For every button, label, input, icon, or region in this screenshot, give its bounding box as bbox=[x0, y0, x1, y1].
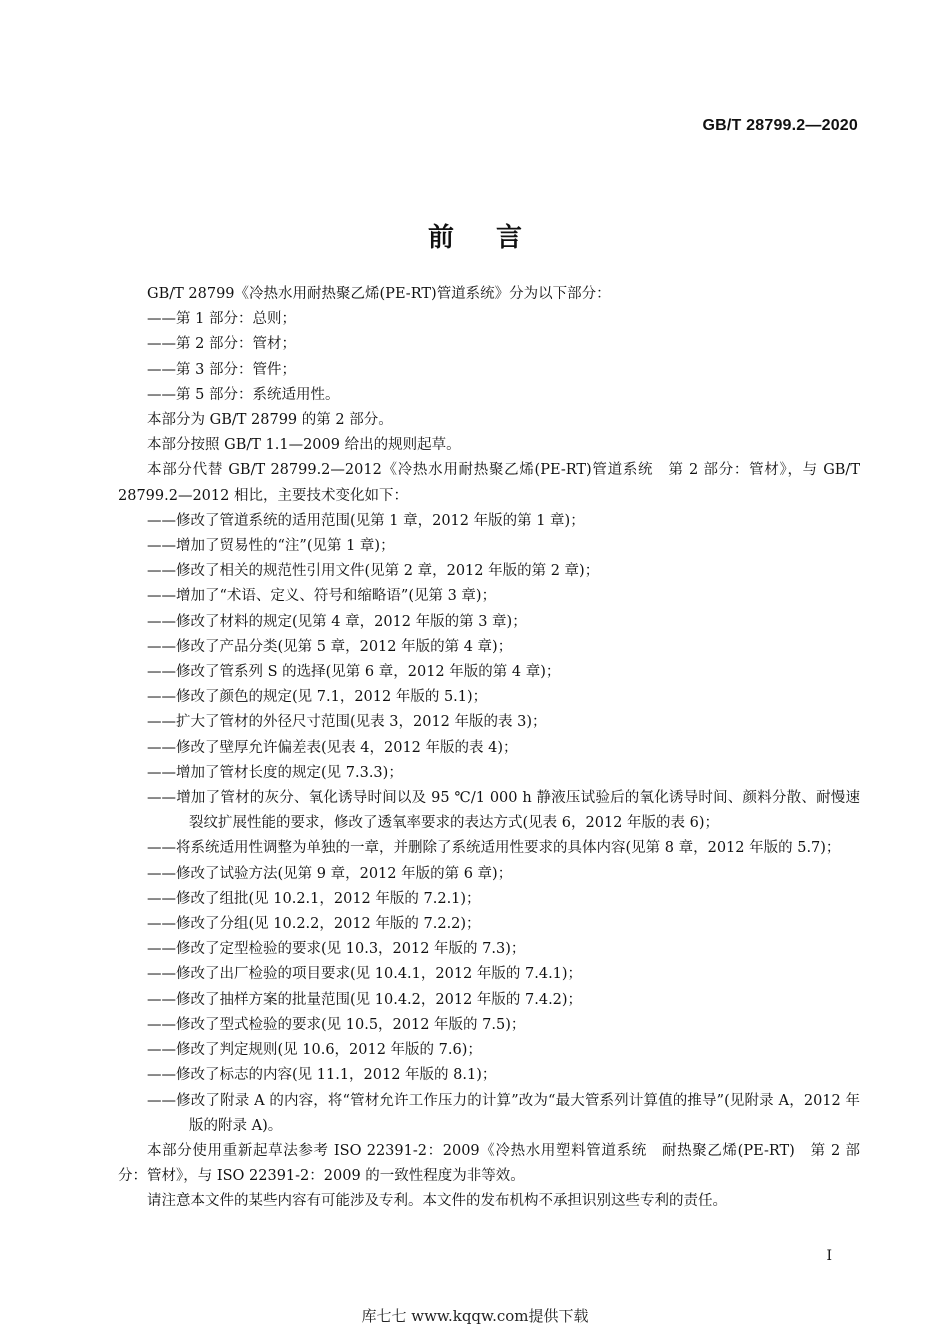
change-item: ——修改了管系列 S 的选择(见第 6 章，2012 年版的第 4 章)； bbox=[147, 664, 561, 681]
change-item: ——增加了管材的灰分、氧化诱导时间以及 95 ℃/1 000 h 静液压试验后的氧化诱导时间、颜料分散、耐慢速裂纹扩展性能的要求，修改了透氧率要求的表达方式(见表 6，2012 年版的表 6)； bbox=[147, 790, 860, 832]
rules-paragraph: 本部分按照 GB/T 1.1—2009 给出的规则起草。 bbox=[147, 437, 461, 454]
change-item: ——增加了“术语、定义、符号和缩略语”(见第 3 章)； bbox=[147, 588, 497, 605]
part-item: ——第 2 部分：管材； bbox=[147, 336, 296, 353]
page-number: I bbox=[826, 1248, 832, 1264]
change-item: ——修改了组批(见 10.2.1，2012 年版的 7.2.1)； bbox=[147, 890, 481, 907]
change-item: ——修改了试验方法(见第 9 章，2012 年版的第 6 章)； bbox=[147, 865, 513, 882]
page-title: 前言 bbox=[427, 223, 564, 254]
iso-paragraph: 本部分使用重新起草法参考 ISO 22391-2：2009《冷热水用塑料管道系统 耐热聚乙烯(PE-RT) 第 2 部分：管材》，与 ISO 22391-2：2009 的一致性程度为非等效。 bbox=[118, 1142, 860, 1185]
change-item: ——修改了产品分类(见第 5 章，2012 年版的第 4 章)； bbox=[147, 638, 513, 655]
changes-list bbox=[118, 509, 860, 1139]
change-item: ——修改了材料的规定(见第 4 章，2012 年版的第 3 章)； bbox=[147, 613, 527, 630]
change-item: ——修改了相关的规范性引用文件(见第 2 章，2012 年版的第 2 章)； bbox=[147, 563, 600, 580]
part-item: ——第 3 部分：管件； bbox=[147, 361, 296, 378]
change-item: ——修改了抽样方案的批量范围(见 10.4.2，2012 年版的 7.4.2)； bbox=[147, 991, 583, 1008]
this-part-paragraph: 本部分为 GB/T 28799 的第 2 部分。 bbox=[147, 412, 393, 429]
standard-number: GB/T 28799.2—2020 bbox=[702, 117, 858, 134]
change-item: ——修改了附录 A 的内容，将“管材允许工作压力的计算”改为“最大管系列计算值的推导”(见附录 A，2012 年版的附录 A)。 bbox=[147, 1092, 860, 1134]
change-item: ——增加了贸易性的“注”(见第 1 章)； bbox=[147, 538, 395, 555]
intro-paragraph: GB/T 28799《冷热水用耐热聚乙烯(PE-RT)管道系统》分为以下部分： bbox=[147, 286, 611, 302]
change-item: ——修改了判定规则(见 10.6，2012 年版的 7.6)； bbox=[147, 1042, 482, 1059]
change-item: ——增加了管材长度的规定(见 7.3.3)； bbox=[147, 764, 403, 781]
part-item: ——第 1 部分：总则； bbox=[147, 311, 296, 328]
change-item: ——修改了管道系统的适用范围(见第 1 章，2012 年版的第 1 章)； bbox=[147, 512, 585, 529]
change-item: ——修改了出厂检验的项目要求(见 10.4.1，2012 年版的 7.4.1)； bbox=[147, 966, 583, 983]
patent-paragraph: 请注意本文件的某些内容有可能涉及专利。本文件的发布机构不承担识别这些专利的责任。 bbox=[147, 1193, 727, 1210]
replace-paragraph: 本部分代替 GB/T 28799.2—2012《冷热水用耐热聚乙烯(PE-RT)管道系统 第 2 部分：管材》，与 GB/T 28799.2—2012 相比，主要技术变化如下： bbox=[118, 462, 860, 504]
change-item: ——修改了定型检验的要求(见 10.3，2012 年版的 7.3)； bbox=[147, 941, 526, 958]
change-item: ——修改了分组(见 10.2.2，2012 年版的 7.2.2)； bbox=[147, 916, 481, 933]
download-footer: 库七七 www.kqqw.com提供下载 bbox=[361, 1307, 589, 1325]
change-item: ——修改了颜色的规定(见 7.1，2012 年版的 5.1)； bbox=[147, 689, 488, 706]
change-item: ——修改了壁厚允许偏差表(见表 4，2012 年版的表 4)； bbox=[147, 739, 518, 756]
change-item: ——修改了型式检验的要求(见 10.5，2012 年版的 7.5)； bbox=[147, 1016, 526, 1033]
change-item: ——扩大了管材的外径尺寸范围(见表 3，2012 年版的表 3)； bbox=[147, 714, 547, 731]
change-item: ——将系统适用性调整为单独的一章，并删除了系统适用性要求的具体内容(见第 8 章，2012 年版的 5.7)； bbox=[147, 840, 841, 857]
change-item: ——修改了标志的内容(见 11.1，2012 年版的 8.1)； bbox=[147, 1067, 497, 1084]
part-item: ——第 5 部分：系统适用性。 bbox=[147, 386, 340, 403]
document-body bbox=[118, 282, 860, 1215]
